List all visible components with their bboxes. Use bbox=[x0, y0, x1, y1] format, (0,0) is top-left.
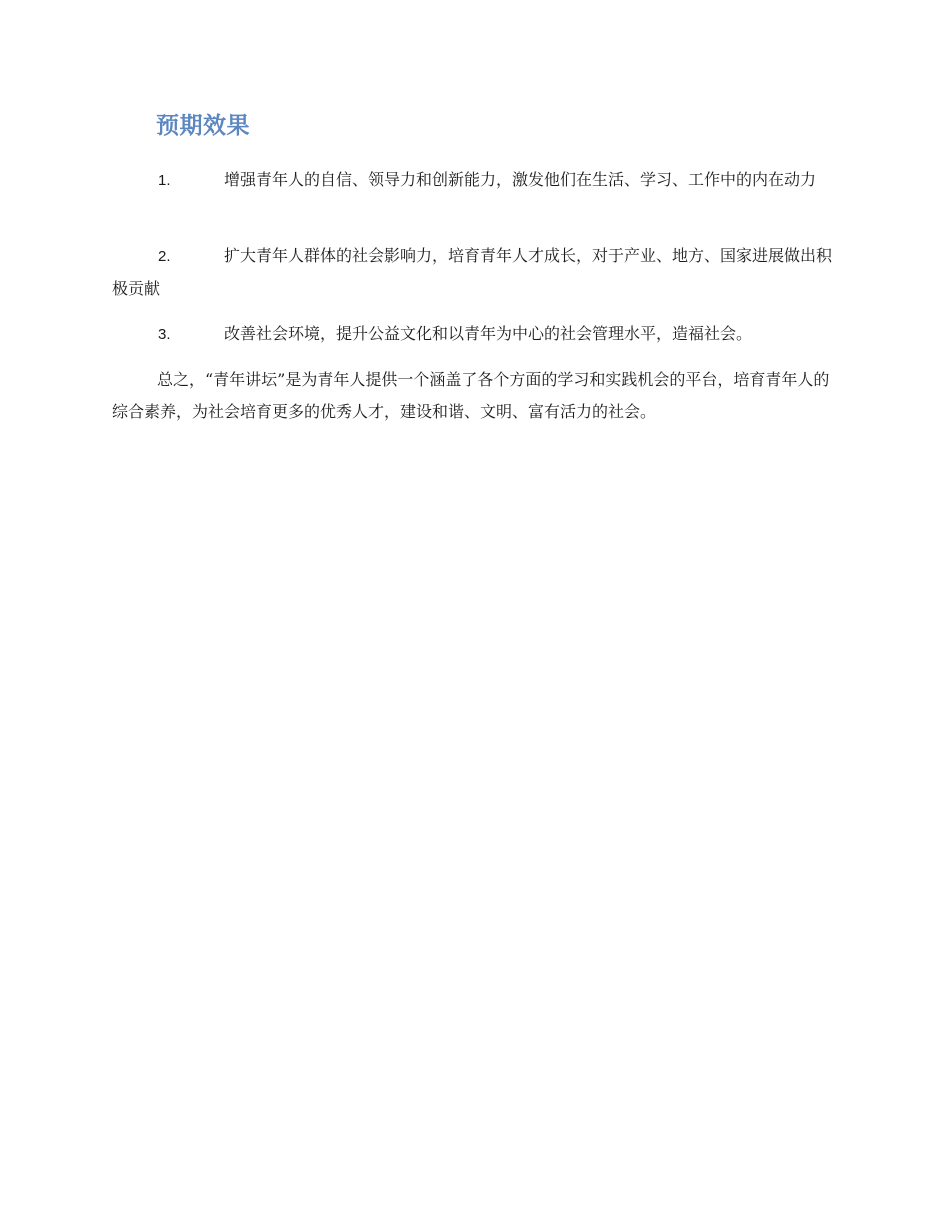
list-item-text: 增强青年人的自信、领导力和创新能力，激发他们在生活、学习、工作中的内在动力 bbox=[224, 170, 817, 189]
summary-paragraph: 总之，“青年讲坛”是为青年人提供一个涵盖了各个方面的学习和实践机会的平台，培育青年人的综合素养，为社会培育更多的优秀人才，建设和谐、文明、富有活力的社会。 bbox=[112, 370, 830, 421]
list-item-number: 1. bbox=[158, 172, 171, 189]
section-heading: 预期效果 bbox=[156, 113, 250, 139]
list-item-number: 2. bbox=[158, 248, 171, 265]
list-item-text: 扩大青年人群体的社会影响力，培育青年人才成长，对于产业、地方、国家进展做出积极贡献 bbox=[112, 246, 833, 298]
list-item bbox=[112, 318, 842, 351]
list-item-text: 改善社会环境，提升公益文化和以青年为中心的社会管理水平，造福社会。 bbox=[224, 324, 753, 343]
list-item bbox=[112, 164, 842, 197]
list-item bbox=[112, 240, 842, 305]
list-item-number: 3. bbox=[158, 326, 171, 343]
